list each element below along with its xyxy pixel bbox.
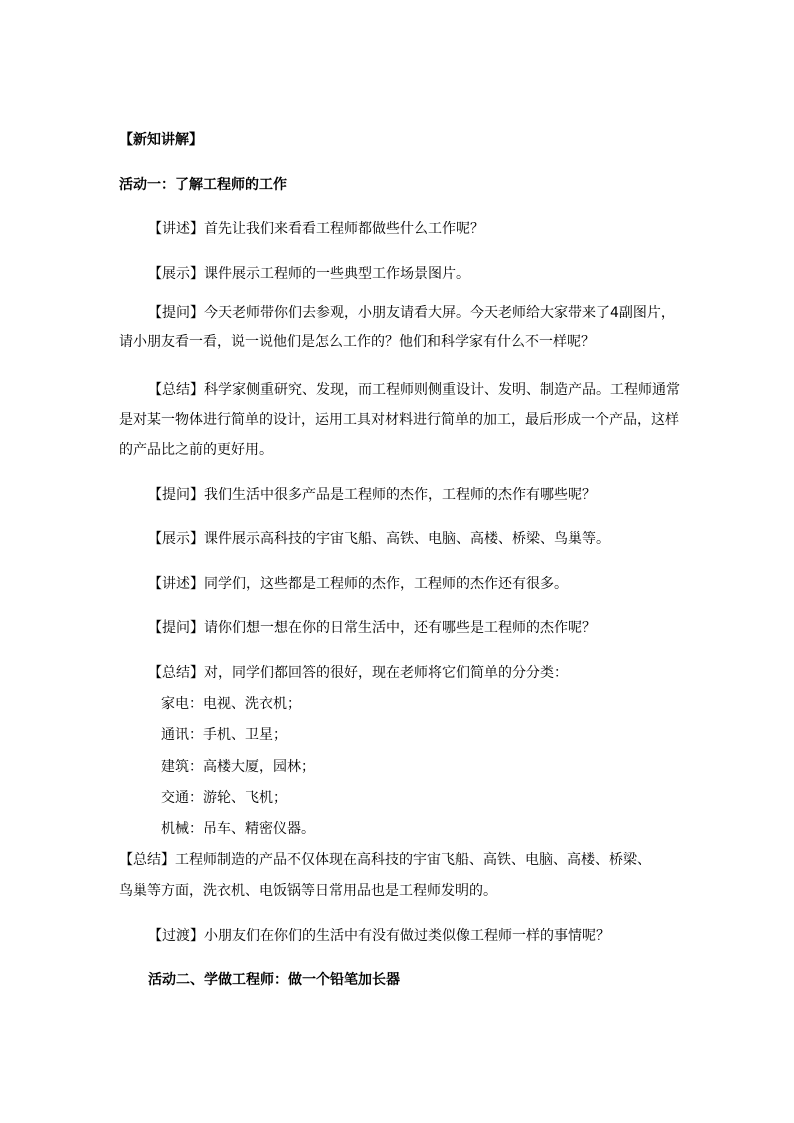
category-item: 交通：游轮、飞机；: [161, 790, 287, 806]
paragraph-transition: 【过渡】小朋友们在你们的生活中有没有做过类似像工程师一样的事情呢？: [148, 928, 610, 944]
category-item: 通讯：手机、卫星；: [161, 727, 287, 743]
category-item: 机械：吊车、精密仪器。: [161, 821, 315, 837]
paragraph-summary-1-line-3: 的产品比之前的更好用。: [119, 442, 273, 458]
paragraph-summary-1-line-2: 是对某一物体进行简单的设计，运用工具对材料进行简单的加工，最后形成一个产品，这样: [119, 412, 679, 428]
paragraph-narration-2: 【讲述】同学们，这些都是工程师的杰作，工程师的杰作还有很多。: [148, 576, 568, 592]
paragraph-question-1-line-1: 【提问】今天老师带你们去参观，小朋友请看大屏。今天老师给大家带来了4副图片，: [148, 305, 675, 321]
paragraph-narration-1: 【讲述】首先让我们来看看工程师都做些什么工作呢？: [148, 221, 484, 237]
activity-two-title: 活动二、学做工程师：做一个铅笔加长器: [148, 972, 400, 988]
paragraph-question-1-line-2: 请小朋友看一看，说一说他们是怎么工作的？他们和科学家有什么不一样呢？: [119, 334, 595, 350]
paragraph-display-1: 【展示】课件展示工程师的一些典型工作场景图片。: [148, 266, 470, 282]
paragraph-summary-1-line-1: 【总结】科学家侧重研究、发现，而工程师则侧重设计、发明、制造产品。工程师通常: [148, 382, 680, 398]
category-item: 家电：电视、洗衣机；: [161, 696, 301, 712]
paragraph-summary-3-line-2: 鸟巢等方面，洗衣机、电饭锅等日常用品也是工程师发明的。: [119, 883, 497, 899]
paragraph-summary-3-line-1: 【总结】工程师制造的产品不仅体现在高科技的宇宙飞船、高铁、电脑、高楼、桥梁、: [119, 852, 651, 868]
section-heading: 【新知讲解】: [119, 132, 203, 148]
paragraph-display-2: 【展示】课件展示高科技的宇宙飞船、高铁、电脑、高楼、桥梁、鸟巢等。: [148, 531, 610, 547]
activity-one-title: 活动一：了解工程师的工作: [119, 177, 287, 193]
paragraph-summary-2: 【总结】对，同学们都回答的很好，现在老师将它们简单的分分类：: [148, 665, 568, 681]
paragraph-question-3: 【提问】请你们想一想在你的日常生活中，还有哪些是工程师的杰作呢？: [148, 620, 596, 636]
category-item: 建筑：高楼大厦，园林；: [161, 759, 315, 775]
paragraph-question-2: 【提问】我们生活中很多产品是工程师的杰作，工程师的杰作有哪些呢？: [148, 487, 596, 503]
